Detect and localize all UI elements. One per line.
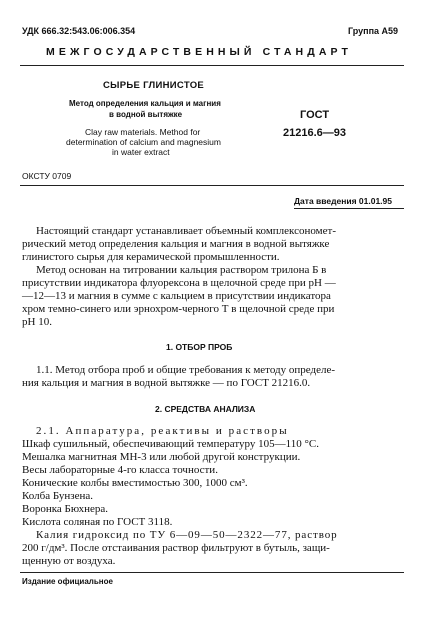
- section-2-line-5: Колба Бунзена.: [22, 490, 94, 502]
- section-2-line-8: Калия гидроксид по ТУ 6—09—50—2322—77, раствор: [36, 529, 338, 541]
- udc-code: УДК 666.32:543.06:006.354: [22, 26, 136, 36]
- section-1-line-1: 1.1. Метод отбора проб и общие требования к методу определе-: [36, 364, 336, 376]
- section-2-subheading: 2.1. Аппаратура, реактивы и растворы: [36, 425, 289, 437]
- section-2-line-7: Кислота соляная по ГОСТ 3118.: [22, 516, 173, 528]
- group-code: Группа А59: [348, 26, 399, 36]
- intro-line-1: Настоящий стандарт устанавливает объемный комплексономет-: [36, 225, 336, 237]
- footer-rule: [20, 572, 404, 573]
- gost-number: 21216.6—93: [283, 127, 346, 139]
- gost-label: ГОСТ: [300, 109, 330, 121]
- section-1-line-2: ния кальция и магния в водной вытяжке — по ГОСТ 21216.0.: [22, 377, 311, 389]
- title-rule: [20, 185, 404, 186]
- section-2-heading: 2. СРЕДСТВА АНАЛИЗА: [155, 404, 256, 414]
- section-2-line-1: Шкаф сушильный, обеспечивающий температуру 105—110 °С.: [22, 438, 319, 450]
- intro-line-8: pH 10.: [22, 316, 52, 328]
- subtitle-line-2: в водной вытяжке: [109, 110, 183, 119]
- intro-line-5: присутствии индикатора флуорексона в щелочной среде при pH —: [22, 277, 336, 289]
- english-title-line-3: in water extract: [112, 147, 170, 157]
- subtitle-line-1: Метод определения кальция и магния: [69, 99, 221, 108]
- section-2-line-4: Конические колбы вместимостью 300, 1000 см³.: [22, 477, 248, 489]
- intro-line-3: глинистого сырья для керамической промышленности.: [22, 251, 280, 263]
- intro-line-7: хром темно-синего или эрнохром-черного Т в щелочной среде при: [22, 303, 335, 315]
- document-title: СЫРЬЕ ГЛИНИСТОЕ: [103, 80, 205, 91]
- section-2-line-9: 200 г/дм³. После отстаивания раствор фильтруют в бутыль, защи-: [22, 542, 330, 554]
- standard-banner: МЕЖГОСУДАРСТВЕННЫЙ СТАНДАРТ: [46, 46, 352, 58]
- okstu-code: ОКСТУ 0709: [22, 171, 72, 181]
- section-1-heading: 1. ОТБОР ПРОБ: [166, 342, 233, 352]
- section-2-line-2: Мешалка магнитная МН-3 или любой другой конструкции.: [22, 451, 301, 463]
- intro-line-4: Метод основан на титровании кальция раствором трилона Б в: [36, 264, 327, 276]
- banner-rule: [20, 65, 404, 66]
- section-2-line-6: Воронка Бюхнера.: [22, 503, 109, 515]
- section-2-line-3: Весы лабораторные 4-го класса точности.: [22, 464, 218, 476]
- english-title-line-2: determination of calcium and magnesium: [66, 137, 221, 147]
- intro-line-2: рический метод определения кальция и магния в водной вытяжке: [22, 238, 330, 250]
- section-2-line-10: щенную от воздуха.: [22, 555, 116, 567]
- effective-date: Дата введения 01.01.95: [294, 196, 392, 206]
- english-title-line-1: Clay raw materials. Method for: [85, 127, 201, 137]
- intro-line-6: —12—13 и магния в сумме с кальцием в присутствии индикатора: [22, 290, 331, 302]
- official-edition: Издание официальное: [22, 577, 113, 586]
- date-underline: [294, 208, 404, 209]
